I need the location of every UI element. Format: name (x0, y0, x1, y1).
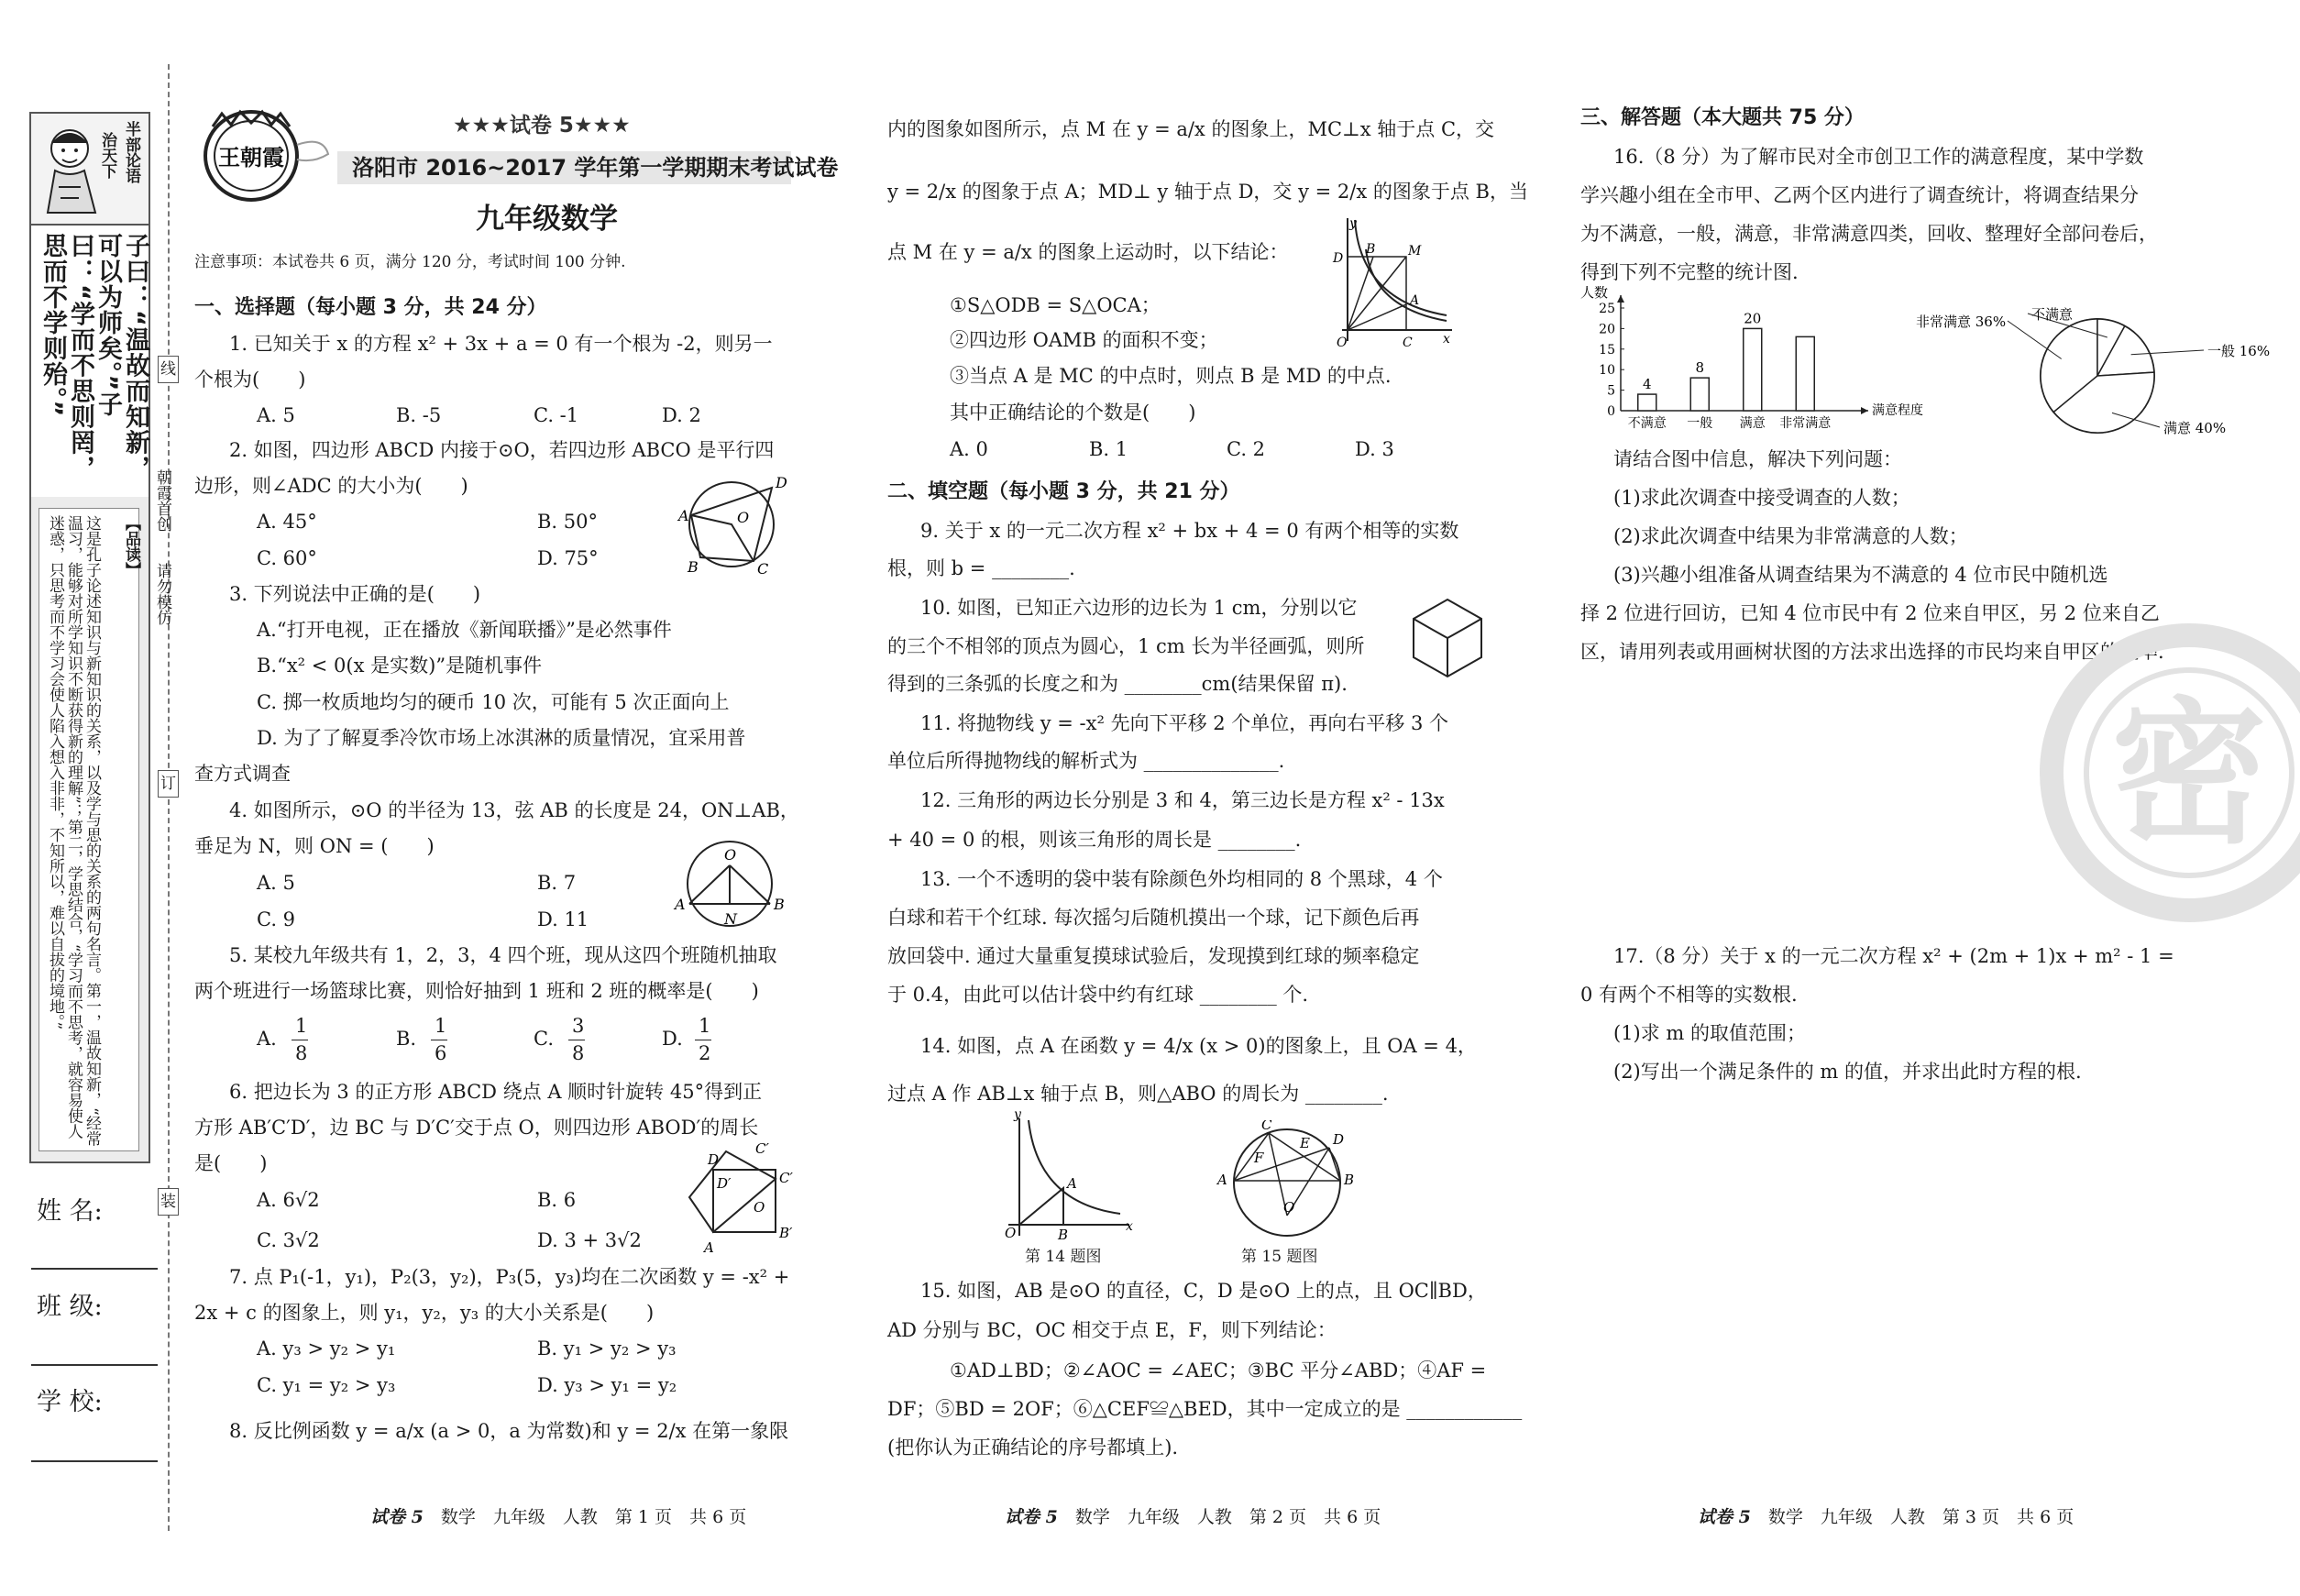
svg-text:y: y (1014, 1111, 1021, 1122)
q7-line1: 7. 点 P₁(-1，y₁)，P₂(3，y₂)，P₃(5，y₃)均在二次函数 y = -x² + (229, 1266, 790, 1288)
q7-opt-b: B. y₁ > y₂ > y₃ (537, 1337, 677, 1359)
q5-line2: 两个班进行一场篮球比赛，则恰好抽到 1 班和 2 班的概率是( ) (194, 980, 759, 1002)
q16-part1: (1)求此次调查中接受调查的人数； (1613, 487, 1910, 509)
bar (1690, 378, 1709, 411)
pie-label: 非常满意 36% (1916, 314, 2007, 330)
cut-mark-ding: 订 (158, 770, 179, 798)
q4-opt-d: D. 11 (537, 908, 589, 930)
q7-line2: 2x + c 的图象上，则 y₁，y₂，y₃ 的大小关系是( ) (194, 1302, 655, 1324)
q3-opt-a: A.“打开电视，正在播放《新闻联播》”是必然事件 (257, 619, 672, 641)
q16-line1: 16.（8 分）为了解市民对全市创卫工作的满意程度，某中学数 (1613, 146, 2144, 168)
q5-frac-a-den: 8 (295, 1042, 308, 1064)
bar (1744, 328, 1762, 411)
q5-opt-b: B. (396, 1028, 417, 1050)
q8-opt-b: B. 1 (1089, 438, 1128, 460)
svg-text:C: C (1261, 1120, 1272, 1133)
q8-stmt-4: 其中正确结论的个数是( ) (950, 402, 1196, 424)
field-name-label: 姓 名: (37, 1197, 103, 1226)
q2-opt-a: A. 45° (257, 511, 317, 533)
bar-chart (1580, 286, 1947, 433)
q5-opt-a: A. (257, 1028, 277, 1050)
svg-text:C′: C′ (779, 1170, 793, 1186)
q6-opt-c: C. 3√2 (257, 1229, 320, 1251)
q15-figure (1214, 1120, 1360, 1243)
svg-text:F: F (1254, 1150, 1264, 1166)
q5-frac-b-den: 6 (435, 1042, 447, 1064)
q8-opt-a: A. 0 (950, 438, 988, 460)
svg-text:D: D (1333, 251, 1344, 266)
q5-frac-b-num: 1 (435, 1015, 447, 1037)
svg-text:A: A (675, 896, 686, 913)
svg-text:O: O (724, 846, 737, 864)
q16-line3: 为不满意，一般，满意，非常满意四类，回收、整理好全部问卷后， (1580, 223, 2158, 245)
brand-logo-text: 王朝霞 (218, 144, 284, 171)
bar-data-label: 20 (1744, 310, 1762, 327)
q17-part2: (2)写出一个满足条件的 m 的值，并求出此时方程的根. (1613, 1061, 2082, 1083)
pie-label: 满意 40% (2163, 420, 2227, 436)
bar (1796, 336, 1814, 411)
q13-line2: 白球和若干个红球. 每次摇匀后随机摸出一个球，记下颜色后再 (887, 907, 1420, 929)
q1-opt-a: A. 5 (257, 404, 295, 426)
svg-text:E: E (1300, 1135, 1310, 1151)
q4-line1: 4. 如图所示，⊙O 的半径为 13，弦 AB 的长度是 24，ON⊥AB， (229, 799, 799, 821)
bar-ytick-label: 0 (1607, 404, 1615, 419)
q3-opt-d-cont: 查方式调查 (194, 763, 291, 785)
q1-line2: 个根为( ) (194, 369, 306, 391)
q14-line1: 14. 如图，点 A 在函数 y = 4/x (x > 0)的图象上，且 OA = 4， (920, 1035, 1477, 1057)
bar (1638, 394, 1656, 411)
q7-opt-a: A. y₃ > y₂ > y₁ (257, 1337, 396, 1359)
bar-xlabel: 满意程度 (1872, 403, 1923, 418)
svg-text:M: M (1408, 244, 1422, 259)
svg-text:A: A (678, 507, 689, 524)
bar-category-label: 一般 (1687, 416, 1713, 431)
q12-line2: + 40 = 0 的根，则该三角形的周长是 ________. (887, 829, 1302, 851)
q6-line2: 方形 AB′C′D′，边 BC 与 D′C′交于点 O，则四边形 ABOD′的周长 (194, 1117, 759, 1139)
q8-line1: 内的图象如图所示，点 M 在 y = a/x 的图象上，MC⊥x 轴于点 C，交 (887, 118, 1495, 140)
q1-opt-d: D. 2 (662, 404, 701, 426)
q6-line1: 6. 把边长为 3 的正方形 ABCD 绕点 A 顺时针旋转 45°得到正 (229, 1081, 763, 1103)
q13-line4: 于 0.4，由此可以估计袋中约有红球 ________ 个. (887, 984, 1309, 1006)
svg-text:C: C (1403, 336, 1413, 350)
notice: 注意事项：本试卷共 6 页，满分 120 分，考试时间 100 分钟. (194, 253, 626, 271)
q5-frac-d-den: 2 (699, 1042, 711, 1064)
q13-line1: 13. 一个不透明的袋中装有除颜色外均相同的 8 个黑球，4 个 (920, 868, 1443, 890)
field-class-label: 班 级: (37, 1293, 103, 1321)
q17-line2: 0 有两个不相等的实数根. (1580, 984, 1798, 1006)
watermark-stamp-char: 密 (2110, 682, 2268, 865)
bar-category-label: 非常满意 (1779, 416, 1832, 431)
field-name-line[interactable] (31, 1268, 158, 1270)
sidebar (29, 112, 147, 1161)
q15-line1: 15. 如图，AB 是⊙O 的直径，C，D 是⊙O 上的点，且 OC∥BD， (920, 1280, 1487, 1302)
q6-opt-d: D. 3 + 3√2 (537, 1229, 642, 1251)
svg-text:O: O (1005, 1225, 1017, 1239)
footer-page-1 (370, 1505, 746, 1529)
q5-frac-a-num: 1 (295, 1015, 308, 1037)
q10-line2: 的三个不相邻的顶点为圆心，1 cm 长为半径画弧，则所 (887, 635, 1365, 657)
svg-text:A: A (1067, 1175, 1077, 1192)
svg-text:B′: B′ (779, 1225, 793, 1241)
svg-text:N: N (724, 910, 737, 928)
q11-line2: 单位后所得抛物线的解析式为 ______________. (887, 750, 1285, 772)
svg-text:C′: C′ (755, 1142, 769, 1157)
q2-line2: 边形，则∠ADC 的大小为( ) (194, 475, 468, 497)
q12-line1: 12. 三角形的两边长分别是 3 和 4，第三边长是方程 x² - 13x (920, 789, 1445, 811)
footer-page-3 (1698, 1505, 2074, 1529)
q8-stmt-3: ③当点 A 是 MC 的中点时，则点 B 是 MD 的中点. (950, 365, 1392, 387)
svg-text:D′: D′ (717, 1175, 732, 1192)
q15-line3: ①AD⊥BD；②∠AOC = ∠AEC；③BC 平分∠ABD；④AF = (950, 1359, 1487, 1381)
q14-line2: 过点 A 作 AB⊥x 轴于点 B，则△ABO 的周长为 ________. (887, 1083, 1389, 1105)
svg-text:x: x (1443, 332, 1450, 347)
q16-part3-line1: (3)兴趣小组准备从调查结果为不满意的 4 位市民中随机选 (1613, 564, 2108, 586)
footer-1-paper: 试卷 5 (370, 1507, 424, 1527)
q2-figure (666, 473, 794, 576)
q2-opt-b: B. 50° (537, 511, 599, 533)
q5-opt-d: D. (662, 1028, 683, 1050)
q15-caption: 第 15 题图 (1241, 1248, 1318, 1266)
sidebar-header-col2: 治天下 (98, 132, 116, 179)
svg-text:B: B (774, 896, 785, 913)
q10-line1: 10. 如图，已知正六边形的边长为 1 cm，分别以它 (920, 597, 1358, 619)
sidebar-header (29, 112, 150, 226)
bar-ytick-label: 10 (1599, 363, 1615, 379)
q16-part3-line3: 区，请用列表或用画树状图的方法求出选择的市民均来自甲区的概率. (1580, 641, 2164, 663)
q1-opt-b: B. -5 (396, 404, 442, 426)
bar-ytick-label: 20 (1599, 322, 1615, 337)
svg-text:B: B (1058, 1227, 1069, 1239)
svg-text:A: A (1410, 293, 1420, 308)
q14-caption: 第 14 题图 (1025, 1248, 1102, 1266)
footer-2-paper: 试卷 5 (1005, 1507, 1058, 1527)
footer-3-rest: 数学 九年级 人教 第 3 页 共 6 页 (1767, 1507, 2074, 1527)
q16-part3-line2: 择 2 位进行回访，已知 4 位市民中有 2 位来自甲区，另 2 位来自乙 (1580, 602, 2160, 624)
q4-line2: 垂足为 N，则 ON = ( ) (194, 835, 435, 857)
q16-part2: (2)求此次调查中结果为非常满意的人数； (1613, 525, 1968, 547)
slogan-1: 朝霞首创 (153, 469, 171, 532)
field-class-line[interactable] (31, 1364, 158, 1366)
sidebar-quote: 子曰：“温故而知新，可以为师矣。”子曰：“学而不思则罔，思而不学则殆。” (39, 233, 149, 481)
sidebar-pindu-box (29, 497, 150, 1163)
q6-opt-a: A. 6√2 (257, 1189, 320, 1211)
q4-opt-a: A. 5 (257, 872, 295, 894)
q3-opt-b: B.“x² < 0(x 是实数)”是随机事件 (257, 655, 543, 677)
bar-data-label: 8 (1695, 359, 1705, 377)
q9-line2: 根，则 b = ________. (887, 557, 1075, 579)
pie-chart (1916, 295, 2294, 449)
svg-text:O: O (737, 509, 750, 526)
svg-text:C: C (757, 560, 769, 576)
svg-text:D: D (776, 474, 787, 491)
q1-line1: 1. 已知关于 x 的方程 x² + 3x + a = 0 有一个根为 -2，则另一 (229, 333, 773, 355)
svg-text:A: A (1217, 1172, 1227, 1188)
q16-line2: 学兴趣小组在全市甲、乙两个区内进行了调查统计，将调查结果分 (1580, 184, 2139, 206)
q5-frac-c-den: 8 (572, 1042, 585, 1064)
bar-ylabel: 人数 (1580, 286, 1609, 301)
exam-title: 洛阳市 2016~2017 学年第一学期期末考试试卷 (352, 155, 839, 181)
cut-mark-xian: 线 (158, 356, 179, 383)
q2-opt-c: C. 60° (257, 547, 317, 569)
q16-line5: 请结合图中信息，解决下列问题： (1613, 448, 1902, 470)
q2-opt-d: D. 75° (537, 547, 599, 569)
confucius-portrait (39, 123, 105, 215)
q13-line3: 放回袋中. 通过大量重复摸球试验后，发现摸到红球的频率稳定 (887, 945, 1420, 967)
cut-mark-zhuang: 装 (158, 1188, 179, 1216)
svg-text:A: A (704, 1239, 714, 1256)
q10-line3: 得到的三条弧的长度之和为 ________cm(结果保留 π). (887, 673, 1348, 695)
q5-frac-c-num: 3 (572, 1015, 585, 1037)
q15-line4: DF；⑤BD = 2OF；⑥△CEF≌△BED，其中一定成立的是 ____________ (887, 1398, 1523, 1420)
binding-line (168, 64, 170, 1531)
q11-line1: 11. 将抛物线 y = -x² 先向下平移 2 个单位，再向右平移 3 个 (920, 712, 1449, 734)
sidebar-header-col1: 半部论语 (122, 121, 140, 183)
svg-text:D: D (708, 1151, 720, 1168)
q1-opt-c: C. -1 (534, 404, 579, 426)
q6-line3: 是( ) (194, 1152, 268, 1174)
q8-stem: 8. 反比例函数 y = a/x (a > 0，a 为常数)和 y = 2/x 在第一象限 (229, 1420, 789, 1442)
svg-text:O: O (754, 1199, 765, 1216)
bar-ytick-label: 5 (1607, 383, 1615, 399)
sidebar-pindu-text: 这是孔子论述知识与新知识的关系，以及学与思的关系的两句名言。第一，温故知新，“经常温习，能够对所学知识不断获得新的理解”；第二，学思结合，“学习而不思考，就容易使人迷惑，只思考而不学习会使人陷入想入非非，不知所以，难以自拔的境地。” (46, 515, 101, 1147)
footer-page-2 (1005, 1505, 1381, 1529)
q15-line2: AD 分别与 BC，OC 相交于点 E，F，则下列结论： (887, 1319, 1337, 1341)
q8-figure (1329, 213, 1458, 350)
pie-label: 一般 16% (2207, 343, 2271, 359)
q15-line5: (把你认为正确结论的序号都填上). (887, 1436, 1179, 1458)
bar-ytick-label: 15 (1599, 342, 1615, 358)
svg-text:O: O (1337, 336, 1348, 350)
q8-line3: 点 M 在 y = a/x 的图象上运动时，以下结论： (887, 241, 1289, 263)
bar-chart-bars (1638, 328, 1815, 411)
bar-category-label: 不满意 (1627, 416, 1667, 431)
svg-text:B: B (688, 558, 699, 576)
watermark-stamp (2028, 622, 2300, 924)
slogan-2: 请勿模仿 (153, 563, 171, 625)
q4-figure (669, 834, 788, 931)
q8-stmt-1: ①S△ODB = S△OCA； (950, 294, 1161, 316)
field-school-label: 学 校: (37, 1388, 103, 1416)
q3-stem: 3. 下列说法中正确的是( ) (229, 583, 481, 605)
footer-1-rest: 数学 九年级 人教 第 1 页 共 6 页 (440, 1507, 747, 1527)
bar-x-arrow (1861, 407, 1868, 414)
svg-text:B: B (1366, 242, 1376, 257)
bar-ytick-label: 25 (1599, 302, 1615, 316)
subject-title: 九年级数学 (476, 203, 618, 236)
sidebar-quote-box (29, 222, 150, 499)
bar-y-arrow (1617, 295, 1624, 303)
paper-number: ★★★试卷 5★★★ (453, 114, 631, 138)
q10-figure (1410, 596, 1485, 680)
q7-opt-d: D. y₃ > y₁ = y₂ (537, 1374, 677, 1396)
svg-text:O: O (1283, 1199, 1295, 1216)
sidebar-pindu-title: 【品读】 (122, 515, 140, 578)
section-3-heading: 三、解答题（本大题共 75 分） (1580, 106, 1865, 129)
q5-line1: 5. 某校九年级共有 1，2，3，4 四个班，现从这四个班随机抽取 (229, 944, 777, 966)
field-school-line[interactable] (31, 1460, 158, 1462)
q2-line1: 2. 如图，四边形 ABCD 内接于⊙O，若四边形 ABCO 是平行四 (229, 439, 775, 461)
brand-logo (194, 108, 332, 204)
q8-stmt-2: ②四边形 OAMB 的面积不变； (950, 329, 1218, 351)
q8-opt-d: D. 3 (1355, 438, 1394, 460)
svg-text:x: x (1126, 1219, 1133, 1234)
q3-opt-d: D. 为了了解夏季冷饮市场上冰淇淋的质量情况，宜采用普 (257, 727, 746, 749)
q4-opt-c: C. 9 (257, 908, 296, 930)
q6-opt-b: B. 6 (537, 1189, 577, 1211)
q5-opt-c: C. (534, 1028, 554, 1050)
q16-line4: 得到下列不完整的统计图. (1580, 261, 1799, 283)
q8-opt-c: C. 2 (1227, 438, 1266, 460)
q17-line1: 17.（8 分）关于 x 的一元二次方程 x² + (2m + 1)x + m² - 1 = (1613, 945, 2174, 967)
q6-figure (680, 1142, 809, 1258)
svg-text:D: D (1333, 1131, 1345, 1148)
bar-data-label: 4 (1642, 376, 1652, 393)
section-2-heading: 二、填空题（每小题 3 分，共 21 分） (887, 480, 1240, 503)
q3-opt-c: C. 掷一枚质地均匀的硬币 10 次，可能有 5 次正面向上 (257, 691, 730, 713)
q4-opt-b: B. 7 (537, 872, 577, 894)
q9-line1: 9. 关于 x 的一元二次方程 x² + bx + 4 = 0 有两个相等的实数 (920, 520, 1459, 542)
q7-opt-c: C. y₁ = y₂ > y₃ (257, 1374, 396, 1396)
q8-line2: y = 2/x 的图象于点 A；MD⊥ y 轴于点 D，交 y = 2/x 的图象于点 B，当 (887, 181, 1528, 203)
section-1-heading: 一、选择题（每小题 3 分，共 24 分） (194, 296, 547, 319)
footer-3-paper: 试卷 5 (1698, 1507, 1751, 1527)
q17-part1: (1)求 m 的取值范围； (1613, 1022, 1807, 1044)
svg-text:B: B (1344, 1172, 1355, 1188)
bar-category-label: 满意 (1739, 416, 1766, 431)
pie-chart-slices (2041, 319, 2154, 433)
q5-frac-d-num: 1 (699, 1015, 711, 1037)
footer-2-rest: 数学 九年级 人教 第 2 页 共 6 页 (1074, 1507, 1381, 1527)
pie-label: 不满意 (2031, 306, 2074, 323)
q14-figure (992, 1111, 1139, 1239)
svg-text:y: y (1349, 216, 1357, 231)
